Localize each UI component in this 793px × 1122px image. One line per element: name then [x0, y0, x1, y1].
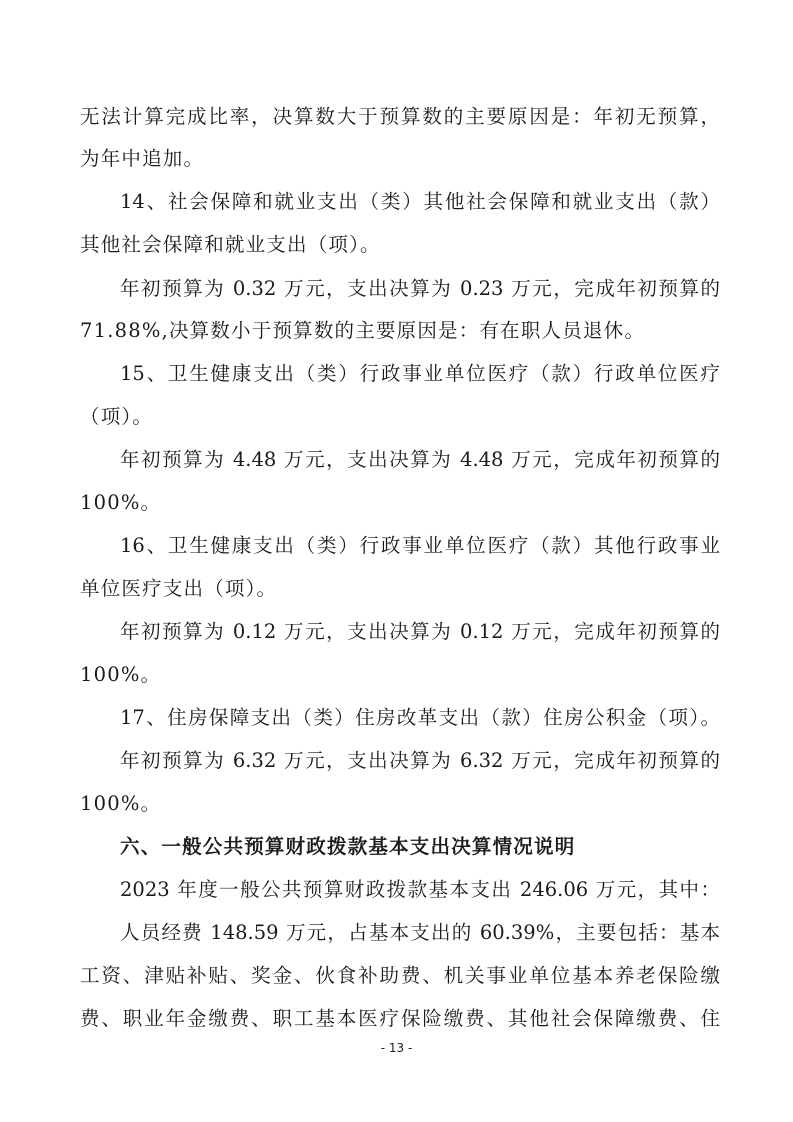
page-number: - 13 - [380, 1041, 413, 1055]
body-text-line: 年初预算为 4.48 万元，支出决算为 4.48 万元，完成年初预算的 [120, 448, 720, 471]
body-text-line: 单位医疗支出（项）。 [80, 577, 278, 600]
body-text-line: 100%。 [80, 792, 162, 815]
body-text-line: 人员经费 148.59 万元，占基本支出的 60.39%，主要包括：基本 [120, 921, 720, 944]
body-text-line: 年初预算为 6.32 万元，支出决算为 6.32 万元，完成年初预算的 [120, 749, 720, 772]
body-text-line: 2023 年度一般公共预算财政拨款基本支出 246.06 万元，其中： [120, 878, 720, 901]
body-text-line: 100%。 [80, 491, 162, 514]
body-text-line: 为年中追加。 [80, 147, 205, 170]
body-text-line: 工资、津贴补贴、奖金、伙食补助费、机关事业单位基本养老保险缴 [80, 964, 720, 987]
item-heading-17: 17、住房保障支出（类）住房改革支出（款）住房公积金（项）。 [120, 706, 720, 729]
body-text-line: 其他社会保障和就业支出（项）。 [80, 233, 381, 256]
body-text-line: 100%。 [80, 663, 162, 686]
body-text-line: 年初预算为 0.32 万元，支出决算为 0.23 万元，完成年初预算的 [120, 277, 720, 300]
section-heading: 六、一般公共预算财政拨款基本支出决算情况说明 [120, 835, 576, 858]
item-heading-16: 16、卫生健康支出（类）行政事业单位医疗（款）其他行政事业 [120, 534, 720, 557]
body-text-line: （项）。 [80, 405, 154, 428]
item-heading-14: 14、社会保障和就业支出（类）其他社会保障和就业支出（款） [120, 190, 720, 213]
body-text-line: 年初预算为 0.12 万元，支出决算为 0.12 万元，完成年初预算的 [120, 620, 720, 643]
body-text-line: 71.88%,决算数小于预算数的主要原因是：有在职人员退休。 [80, 319, 646, 342]
body-text-line: 无法计算完成比率，决算数大于预算数的主要原因是：年初无预算， [80, 105, 720, 128]
body-text-line: 费、职业年金缴费、职工基本医疗保险缴费、其他社会保障缴费、住 [80, 1007, 720, 1030]
item-heading-15: 15、卫生健康支出（类）行政事业单位医疗（款）行政单位医疗 [120, 362, 720, 385]
